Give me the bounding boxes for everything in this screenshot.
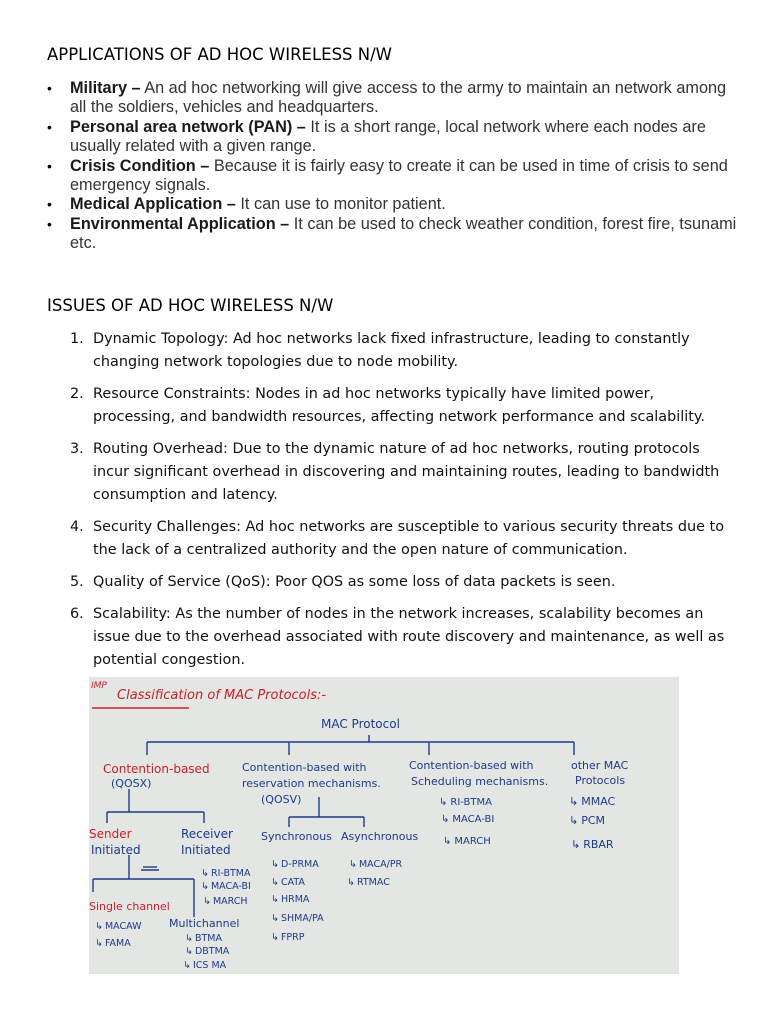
leaf-item: ↳ HRMA: [271, 894, 310, 905]
issues-heading: ISSUES OF AD HOC WIRELESS N/W: [47, 296, 334, 315]
list-item: [47, 516, 727, 562]
list-item: [47, 603, 727, 672]
branch-label: (QOSX): [111, 777, 152, 790]
leaf-item: ↳ RI-BTMA: [439, 797, 492, 808]
synchronous-node: Synchronous: [261, 830, 332, 843]
root-node: MAC Protocol: [321, 717, 400, 731]
diagram-tag: IMP: [91, 681, 107, 691]
item-text: Security Challenges: Ad hoc networks are susceptible to various security threats due to the lack of a centralized authority and the open nature of communication.: [93, 519, 725, 558]
list-item: [47, 438, 727, 507]
item-text: Dynamic Topology: Ad hoc networks lack fixed infrastructure, leading to constantly changing network topologies due to node mobility.: [93, 331, 690, 370]
item-text: An ad hoc networking will give access to the army to maintain an network among all the soldiers, vehicles and headquarters.: [70, 79, 727, 117]
leaf-item: ↳ CATA: [271, 877, 305, 888]
item-term: Medical Application –: [70, 195, 236, 214]
item-number: 5.: [70, 574, 84, 590]
diagram-title: Classification of MAC Protocols:-: [117, 688, 327, 703]
diagram-connectors: [92, 708, 574, 917]
branch-other: other MAC: [571, 759, 629, 772]
item-text: It can be used to check weather condition, forest fire, tsunami etc.: [70, 214, 737, 253]
applications-list: [47, 79, 737, 254]
leaf-item: ↳ MMAC: [569, 795, 616, 808]
list-item: [47, 118, 737, 157]
list-item: [47, 328, 727, 374]
diagram-canvas: [89, 677, 679, 974]
item-term: Military –: [70, 79, 141, 97]
item-term: Environmental Application –: [70, 214, 290, 233]
item-text: It is a short range, local network where each nodes are usually related with a given range.: [70, 117, 706, 156]
sender-node: Sender: [89, 827, 132, 841]
receiver-label: Initiated: [181, 843, 231, 857]
leaf-item: ↳ MARCH: [203, 896, 248, 907]
item-text: Routing Overhead: Due to the dynamic nature of ad hoc networks, routing protocols incur significant overhead in discovering and maintaining routes, leading to bandwidth consumption and latency.: [93, 441, 720, 503]
applications-heading: APPLICATIONS OF AD HOC WIRELESS N/W: [47, 45, 392, 64]
leaf-item: ↳ BTMA: [185, 933, 222, 944]
branch-contention: Contention-based: [103, 762, 210, 776]
item-number: 4.: [70, 519, 84, 535]
leaf-item: ↳ FAMA: [95, 938, 131, 949]
single-channel-node: Single channel: [89, 900, 170, 913]
mac-classification-diagram: [89, 677, 679, 974]
leaf-item: ↳ FPRP: [271, 932, 305, 943]
item-number: 6.: [70, 606, 84, 622]
list-item: [47, 571, 727, 594]
branch-scheduling: Contention-based with: [409, 759, 534, 772]
leaf-item: ↳ ICS MA: [183, 960, 227, 971]
leaf-item: ↳ SHMA/PA: [271, 913, 324, 924]
list-item: [47, 215, 737, 254]
list-item: [47, 157, 737, 196]
leaf-item: ↳ D-PRMA: [271, 859, 319, 870]
leaf-item: ↳ RTMAC: [347, 877, 390, 888]
leaf-item: ↳ MACA-BI: [201, 881, 251, 892]
branch-label: (QOSV): [261, 793, 302, 806]
leaf-item: ↳ DBTMA: [185, 946, 230, 957]
item-text: Quality of Service (QoS): Poor QOS as some loss of data packets is seen.: [93, 574, 616, 590]
item-text: Resource Constraints: Nodes in ad hoc networks typically have limited power, processing, and bandwidth resources, affecting network performance and scalability.: [93, 386, 705, 425]
leaf-item: ↳ PCM: [569, 814, 606, 827]
leaf-item: ↳ MACA/PR: [349, 859, 403, 870]
item-term: Personal area network (PAN) –: [70, 117, 306, 136]
item-number: 2.: [70, 386, 84, 402]
leaf-item: ↳ MARCH: [443, 836, 491, 847]
item-text: Scalability: As the number of nodes in the network increases, scalability becomes an issue due to the overhead associated with route discovery and maintenance, as well as potential congestion.: [93, 606, 725, 668]
receiver-node: Receiver: [181, 827, 233, 841]
item-number: 1.: [70, 331, 84, 347]
multichannel-node: Multichannel: [169, 917, 240, 930]
item-text: Because it is fairly easy to create it can be used in time of crisis to send emergency signals.: [70, 156, 728, 195]
list-item: [47, 383, 727, 429]
item-text: It can use to monitor patient.: [235, 195, 446, 214]
leaf-item: ↳ MACA-BI: [441, 814, 495, 825]
branch-label: Protocols: [575, 774, 626, 787]
leaf-item: ↳ MACAW: [95, 921, 142, 932]
branch-label: Scheduling mechanisms.: [411, 775, 549, 788]
issues-list: [47, 328, 727, 681]
sender-label: Initiated: [91, 843, 141, 857]
item-term: Crisis Condition –: [70, 156, 210, 175]
branch-reservation: Contention-based with: [242, 761, 367, 774]
list-item: [47, 195, 737, 214]
asynchronous-node: Asynchronous: [341, 830, 419, 843]
item-number: 3.: [70, 441, 84, 457]
leaf-item: ↳ RI-BTMA: [201, 868, 251, 879]
branch-label: reservation mechanisms.: [242, 777, 381, 790]
leaf-item: ↳ RBAR: [571, 838, 614, 851]
list-item: [47, 79, 737, 118]
